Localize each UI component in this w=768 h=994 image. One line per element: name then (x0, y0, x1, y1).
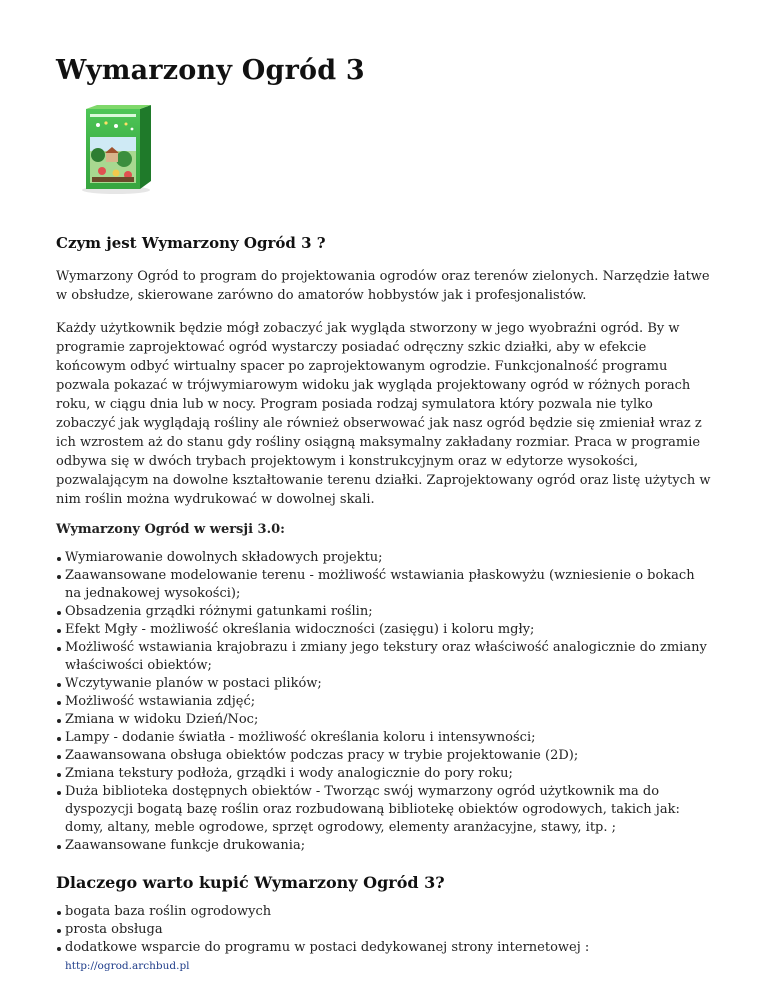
page-title: Wymarzony Ogród 3 (56, 55, 365, 86)
description-paragraph: Każdy użytkownik będzie mógł zobaczyć jak wygląda stworzony w jego wyobraźni ogród. By w programie zaprojektować ogród wystarczy posiadać odręczny szkic działki, aby w efekcie końcowym odbyć wirtualny spacer po zaprojektowanym ogrodzie. Funkcjonalność programu pozwala pokazać w trójwymiarowym widoku jak wygląda projektowany ogród w różnych porach roku, w ciągu dnia lub w nocy. Program posiada rodzaj symulatora który pozwala nie tylko zobaczyć jak wyglądają rośliny ale również obserwować jak nasz ogród będzie się zmieniał wraz z ich wzrostem aż do stanu gdy rośliny osiągną maksymalny zakładany rozmiar. Praca w programie odbywa się w dwóch trybach projektowym i konstrukcyjnym oraz w edytorze wysokości, pozwalającym na dowolne kształtowanie terenu działki. Zaprojektowany ogród oraz listę użytych w nim roślin można wydrukować w dowolnej skali. (56, 321, 711, 507)
list-item: Duża biblioteka dostępnych obiektów - Tworząc swój wymarzony ogród użytkownik ma do dyspozycji bogatą bazę roślin oraz rozbudowaną bibliotekę obiektów ogrodowych, takich jak: domy, altany, meble ogrodowe, sprzęt ogrodowy, elementy aranżacyjne, stawy, itp. ; (65, 783, 712, 837)
list-item: Zaawansowana obsługa obiektów podczas pracy w trybie projektowanie (2D); (65, 747, 712, 765)
list-item: prosta obsługa (65, 921, 712, 939)
product-box-image (72, 101, 168, 197)
list-item: Zmiana w widoku Dzień/Noc; (65, 711, 712, 729)
list-item: Lampy - dodanie światła - możliwość określania koloru i intensywności; (65, 729, 712, 747)
list-item: bogata baza roślin ogrodowych (65, 903, 712, 921)
list-item: Wymiarowanie dowolnych składowych projektu; (65, 549, 712, 567)
list-item (65, 939, 712, 975)
intro-paragraph: Wymarzony Ogród to program do projektowania ogrodów oraz terenów zielonych. Narzędzie łatwe w obsłudze, skierowane zarówno do amatorów hobbystów jak i profesjonalistów. (56, 269, 710, 303)
version-subheading: Wymarzony Ogród w wersji 3.0: (56, 522, 285, 537)
website-link[interactable]: http://ogrod.archbud.pl (65, 960, 190, 972)
list-item: Wczytywanie planów w postaci plików; (65, 675, 712, 693)
list-item: Możliwość wstawiania zdjęć; (65, 693, 712, 711)
list-item: Efekt Mgły - możliwość określania widoczności (zasięgu) i koloru mgły; (65, 621, 712, 639)
section-heading-what-is: Czym jest Wymarzony Ogród 3 ? (56, 234, 326, 252)
section-heading-why-buy: Dlaczego warto kupić Wymarzony Ogród 3? (56, 873, 445, 892)
list-item: Możliwość wstawiania krajobrazu i zmiany jego tekstury oraz właściwość analogicznie do zmiany właściwości obiektów; (65, 639, 712, 675)
list-item: Zaawansowane funkcje drukowania; (65, 837, 712, 855)
advantages-list (56, 903, 712, 975)
list-item: Obsadzenia grządki różnymi gatunkami roślin; (65, 603, 712, 621)
list-item-text: dodatkowe wsparcie do programu w postaci dedykowanej strony internetowej : (65, 940, 590, 955)
list-item: Zmiana tekstury podłoża, grządki i wody analogicznie do pory roku; (65, 765, 712, 783)
list-item: Zaawansowane modelowanie terenu - możliwość wstawiania płaskowyżu (wzniesienie o bokach na jednakowej wysokości); (65, 567, 712, 603)
features-list (56, 549, 712, 855)
